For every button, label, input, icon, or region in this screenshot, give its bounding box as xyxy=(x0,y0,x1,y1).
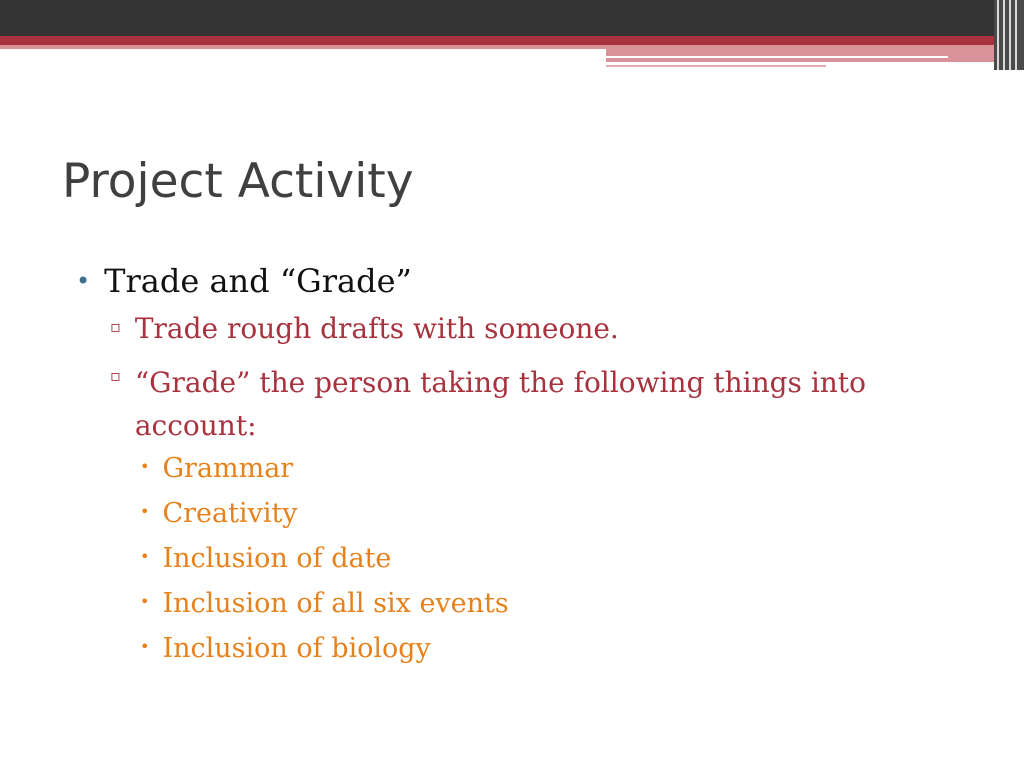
header-vertical-line xyxy=(1009,0,1011,70)
bullet-text: Creativity xyxy=(162,498,298,529)
bullet-level-3 xyxy=(140,588,509,619)
header-red-stripe xyxy=(0,36,1024,45)
dot-bullet-icon: • xyxy=(140,637,150,656)
header-accent-thin-line xyxy=(606,65,826,67)
bullet-level-3 xyxy=(140,453,293,484)
bullet-text: Trade and “Grade” xyxy=(104,262,412,300)
dot-bullet-icon: • xyxy=(140,547,150,566)
bullet-text: Grammar xyxy=(162,453,294,484)
bullet-text: “Grade” the person taking the following things into account: xyxy=(134,366,866,443)
square-bullet-icon: ▫ xyxy=(110,366,121,385)
bullet-level-2 xyxy=(110,361,905,448)
bullet-text: Inclusion of date xyxy=(162,543,392,574)
header-vertical-line xyxy=(1003,0,1005,70)
bullet-level-2 xyxy=(110,312,619,345)
bullet-text: Trade rough drafts with someone. xyxy=(134,312,619,345)
slide-title: Project Activity xyxy=(62,154,414,209)
dot-bullet-icon: • xyxy=(140,592,150,611)
header-dark-band xyxy=(0,0,1024,36)
bullet-level-3 xyxy=(140,633,431,664)
bullet-level-3 xyxy=(140,498,298,529)
round-bullet-icon: • xyxy=(76,267,91,295)
bullet-level-3 xyxy=(140,543,391,574)
bullet-level-1 xyxy=(76,262,412,300)
dot-bullet-icon: • xyxy=(140,457,150,476)
bullet-text: Inclusion of all six events xyxy=(162,588,509,619)
header-vertical-line xyxy=(1015,0,1017,70)
header-accent-line xyxy=(606,56,948,58)
square-bullet-icon: ▫ xyxy=(110,317,121,336)
bullet-text: Inclusion of biology xyxy=(162,633,431,664)
dot-bullet-icon: • xyxy=(140,502,150,521)
header-vertical-line xyxy=(997,0,999,70)
